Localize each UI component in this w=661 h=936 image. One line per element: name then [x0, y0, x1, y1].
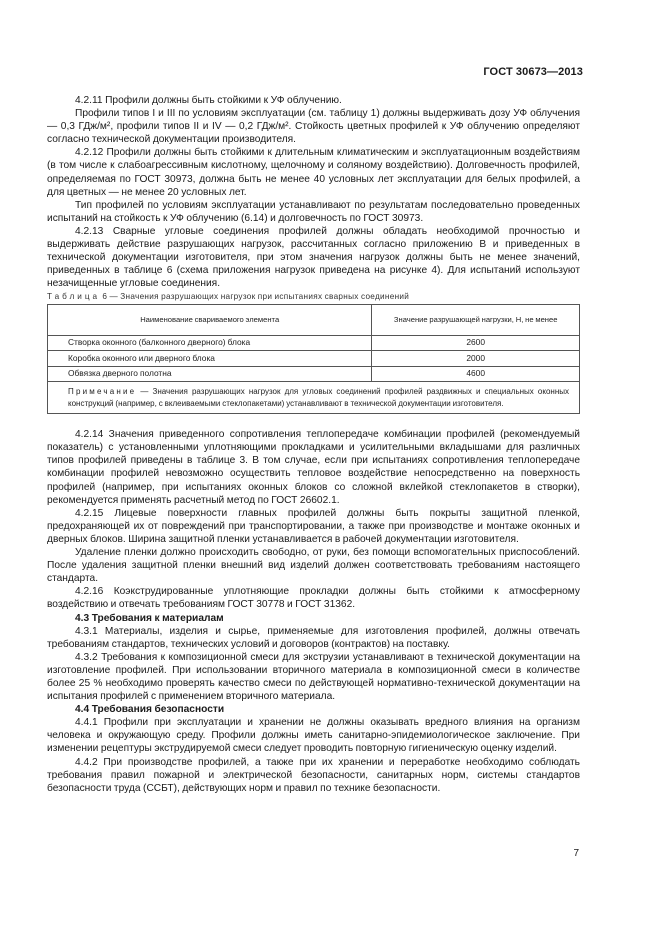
table-caption [47, 290, 580, 303]
paragraph-4-3-2: 4.3.2 Требования к композиционной смеси для экструзии устанавливают в технической документации на изготовление профилей. При использовании вторичного материала в композиционной смеси в количестве более 25 % необходимо проверять качество смеси по действующей нормативно-технической документации на испытания профилей с применением вторичного материала. [47, 651, 580, 703]
note-label: Примечание [68, 387, 137, 396]
section-title-4-3: 4.3 Требования к материалам [75, 612, 224, 624]
paragraph-film-removal: Удаление пленки должно происходить свободно, от руки, без помощи вспомогательных приспособлений. После удаления защитной пленки внешний вид изделий должен соответствовать требованиям настоящего стандарта. [47, 547, 580, 585]
paragraph-4-4-2: 4.4.2 При производстве профилей, а также при их хранении и переработке необходимо соблюдать требования правил пожарной и электрической безопасности, санитарных норм, системы стандартов безопасности труда (ССБТ), действующих норм и правил по технике безопасности. [47, 756, 580, 794]
paragraph-4-2-14: 4.2.14 Значения приведенного сопротивления теплопередаче комбинации профилей (рекомендуемый показатель) с установленными уплотняющими прокладками и усилительными вкладышами для различных типов профилей приведены в таблице 3. В том случае, если при испытаниях сопротивления теплопередаче комбинации профилей невозможно осуществить тепловое воздействие непосредственно на поверхность профилей (например, при испытаниях оконных блоков со сложной вклейкой стеклопакетов в створки), рекомендуется применять расчетный метод по ГОСТ 26602.1. [47, 429, 580, 506]
table-row [48, 335, 580, 351]
paragraph-4-2-12: 4.2.12 Профили должны быть стойкими к длительным климатическим и эксплуатационным воздействиям (в том числе к слабоагрессивным кислотному, щелочному и соляному воздействию). Долговечность профилей, определяемая по ГОСТ 30973, должна быть не менее 40 условных лет эксплуатации для белых профилей, а для цветных — не менее 20 условных лет. [47, 147, 580, 198]
paragraph-4-2-11: 4.2.11 Профили должны быть стойкими к УФ облучению. [75, 95, 342, 106]
row-value: 2600 [372, 335, 580, 351]
paragraph-profile-type: Тип профилей по условиям эксплуатации устанавливают по результатам последовательно проведенных испытаний на стойкость к УФ облучению (6.14) и долговечность по ГОСТ 30973. [47, 199, 580, 224]
paragraph-4-2-16: 4.2.16 Коэкструдированные уплотняющие прокладки должны быть стойкими к атмосферному воздействию и отвечать требованиям ГОСТ 30778 и ГОСТ 31362. [47, 586, 580, 611]
header-element: Наименование свариваемого элемента [48, 304, 372, 335]
table-header-row [48, 304, 580, 335]
paragraph-uv-dose: Профили типов I и III по условиям эксплуатации (см. таблицу 1) должны выдерживать дозу УФ облучения — 0,3 ГДж/м², профили типов II и IV — 0,2 ГДж/м². Стойкость цветных профилей к УФ облучению определяют согласно технической документации производителя. [47, 108, 580, 146]
table-note-row [48, 382, 580, 414]
row-name: Створка оконного (балконного дверного) блока [48, 335, 372, 351]
paragraph-4-2-15: 4.2.15 Лицевые поверхности главных профилей должны быть покрыты защитной пленкой, предохраняющей их от повреждений при транспортировании, а также при производстве и монтаже оконных и дверных блоков. Ширина защитной пленки устанавливается в рабочей документации изготовителя. [47, 507, 580, 545]
section-title-4-4: 4.4 Требования безопасности [75, 704, 225, 716]
table-row [48, 366, 580, 382]
row-value: 4600 [372, 366, 580, 382]
paragraph-4-2-13: 4.2.13 Сварные угловые соединения профилей должны обладать необходимой прочностью и выдерживать действие разрушающих нагрузок, рассчитанных согласно приложению В и приведенных в технической документации изготовителя, при этом значения нагрузок должны быть не менее значений, приведенных в таблице 6 (схема приложения нагрузок приведена на рисунке 4). Для испытаний используют незачищенные угловые соединения. [47, 225, 580, 290]
body-text [47, 94, 580, 795]
paragraph-4-4-1: 4.4.1 Профили при эксплуатации и хранении не должны оказывать вредного влияния на организм человека и окружающую среду. Профили должны иметь санитарно-эпидемиологическое заключение. При изменении рецептуры экструдируемой смеси следует проводить повторную гигиеническую оценку изделий. [47, 717, 580, 755]
table-caption-word: Таблица [47, 292, 101, 302]
row-name: Коробка оконного или дверного блока [48, 351, 372, 367]
paragraph-4-3-1: 4.3.1 Материалы, изделия и сырье, применяемые для изготовления профилей, должны отвечать требованиям стандартов, технических условий и договоров (контрактов) на поставку. [47, 625, 580, 650]
document-id: ГОСТ 30673—2013 [483, 66, 583, 78]
row-name: Обвязка дверного полотна [48, 366, 372, 382]
header-load: Значение разрушающей нагрузки, Н, не менее [372, 304, 580, 335]
note-text: — Значения разрушающих нагрузок для угловых соединений профилей раздвижных и специальных оконных конструкций (например, с вклеиваемыми стеклопакетами) устанавливают в технической документации изготовителя. [68, 387, 569, 408]
table-breaking-loads [47, 304, 580, 415]
table-caption-text: 6 — Значения разрушающих нагрузок при испытаниях сварных соединений [100, 292, 410, 302]
row-value: 2000 [372, 351, 580, 367]
page-number: 7 [573, 848, 579, 859]
table-note [48, 382, 580, 414]
table-row [48, 351, 580, 367]
